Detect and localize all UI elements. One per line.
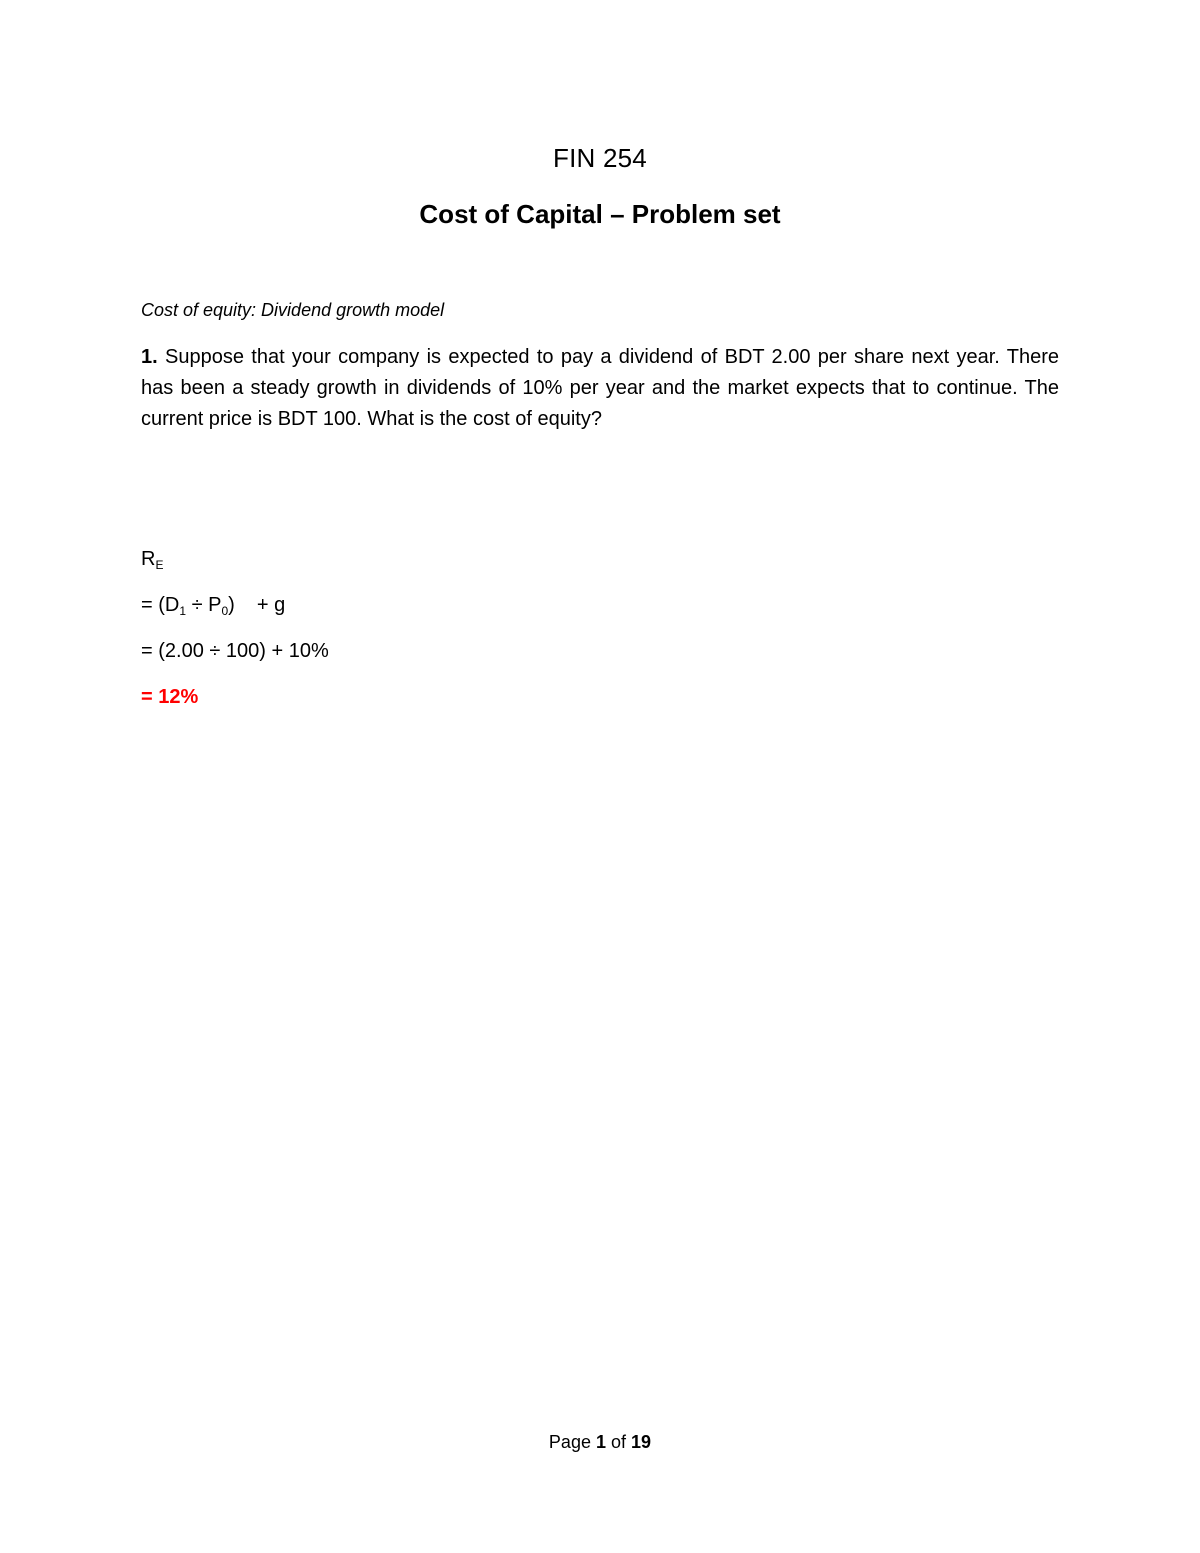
section-label: Cost of equity: Dividend growth model — [141, 300, 445, 320]
formula-line-general — [141, 594, 285, 617]
footer-of-word: of — [611, 1432, 627, 1452]
formula-symbol-main: R — [141, 548, 156, 570]
formula-close: ) — [228, 594, 235, 616]
course-code: FIN 254 — [553, 143, 647, 173]
formula-p-subscript: 0 — [221, 604, 229, 618]
footer-total-pages: 19 — [631, 1432, 652, 1452]
formula-d-subscript: 1 — [179, 604, 187, 618]
footer-page-word: Page — [548, 1432, 591, 1452]
formula-growth-term: + g — [256, 594, 286, 616]
question-number: 1. — [141, 346, 158, 368]
formula-mid: ÷ P — [186, 594, 222, 616]
question-1 — [141, 342, 1059, 435]
formula-symbol — [141, 548, 163, 571]
document-title: Cost of Capital – Problem set — [419, 199, 781, 229]
formula-symbol-subscript: E — [155, 558, 164, 572]
footer-current-page: 1 — [595, 1432, 606, 1452]
page-footer — [0, 1432, 1200, 1453]
question-text: Suppose that your company is expected to pay a dividend of BDT 2.00 per share next year. There has been a steady growth in dividends of 10% per year and the market expects that to continue. The current price is BDT 100. What is the cost of equity? — [141, 346, 1059, 430]
formula-answer: = 12% — [141, 686, 199, 708]
formula-prefix: = (D — [141, 594, 180, 616]
formula-line-substituted: = (2.00 ÷ 100) + 10% — [141, 640, 329, 662]
